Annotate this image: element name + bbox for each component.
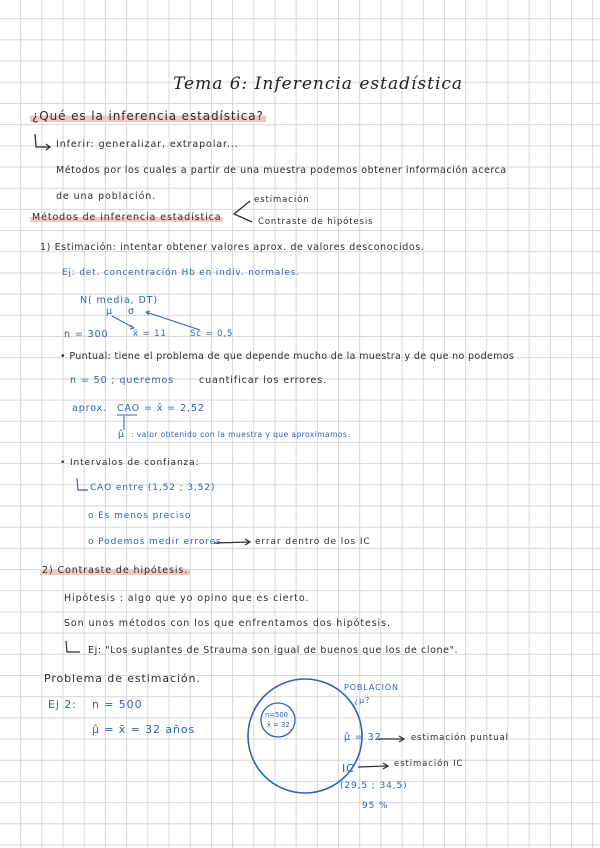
cuantificar-line: cuantificar los errores. bbox=[199, 375, 328, 386]
arrow-mu-icon bbox=[112, 316, 134, 328]
method-estimacion: estimación bbox=[254, 195, 310, 205]
population-circle bbox=[248, 679, 362, 793]
cao-equation: CAO = x̄ = 2,52 bbox=[117, 403, 205, 414]
errar-dentro: errar dentro de los IC bbox=[255, 537, 371, 547]
xbar-11: x̄ = 11 bbox=[133, 329, 167, 339]
ic-arrow-icon bbox=[358, 766, 388, 767]
estimacion-puntual: estimación puntual bbox=[411, 733, 509, 743]
question-heading-text: ¿Qué es la inferencia estadística? bbox=[32, 109, 264, 123]
normal-dist-label: N( media, DT) bbox=[80, 295, 158, 306]
mu-hat-symbol: μ̂ bbox=[118, 429, 125, 440]
medir-errores: o Podemos medir errores bbox=[88, 537, 222, 547]
estimacion-ic: estimación IC bbox=[394, 759, 464, 769]
mu-symbol: μ bbox=[106, 306, 113, 317]
errar-arrow-icon bbox=[214, 542, 250, 543]
n-300: n = 300 bbox=[64, 329, 109, 340]
definition-line-2: de una población. bbox=[56, 191, 157, 202]
section-2-title: 2) Contraste de hipótesis. bbox=[42, 565, 189, 576]
hipotesis-line: Hipótesis : algo que yo opino que es cierto. bbox=[64, 593, 310, 604]
inferir-line: Inferir: generalizar, extrapolar... bbox=[56, 139, 239, 150]
page-title: Tema 6: Inferencia estadística bbox=[173, 74, 464, 94]
inner-n: n=500 bbox=[265, 711, 288, 719]
definition-line-1: Métodos por los cuales a partir de una muestra podemos obtener información acerca bbox=[56, 165, 507, 176]
percent-95: 95 % bbox=[362, 801, 389, 811]
methods-brace-icon bbox=[234, 201, 252, 222]
inner-xbar: x̄ = 32 bbox=[267, 721, 290, 729]
example-1: Ej: det. concentración Hb en indiv. normales. bbox=[62, 268, 300, 278]
clone-arrow-icon bbox=[66, 641, 80, 652]
mu-question: ¿μ? bbox=[354, 696, 371, 705]
sample-circle bbox=[261, 703, 295, 737]
puntual-line: • Puntual: tiene el problema de que depende mucho de la muestra y de que no podemos bbox=[60, 351, 515, 362]
mu-estimate: μ̂ = x̄ = 32 años bbox=[92, 723, 196, 736]
son-unos-line: Son unos métodos con los que enfrentamos dos hipótesis. bbox=[64, 618, 391, 629]
arrow-sigma-icon bbox=[146, 312, 200, 330]
n-500: n = 500 bbox=[92, 698, 143, 711]
aprox-label: aprox. bbox=[72, 403, 108, 414]
sigma-symbol: σ bbox=[128, 306, 135, 317]
example-clone: Ej: "Los suplantes de Strauma son igual de buenos que los de clone". bbox=[88, 645, 459, 656]
method-contraste: Contraste de hipótesis bbox=[258, 217, 374, 227]
sc-05: Sc = 0,5 bbox=[190, 329, 234, 339]
ic-label: IC bbox=[342, 762, 355, 775]
section-1-title: 1) Estimación: intentar obtener valores aprox. de valores desconocidos. bbox=[40, 242, 425, 253]
mu-32: μ̂ = 32 bbox=[344, 732, 382, 743]
poblacion-label: POBLACIÓN bbox=[344, 683, 399, 692]
cao-entre: CAO entre (1,52 ; 3,52) bbox=[90, 483, 216, 493]
mu-hat-description: : valor obtenido con la muestra y que aproximamos. bbox=[131, 430, 351, 439]
n-50-line: n = 50 ; queremos bbox=[70, 375, 175, 386]
ej2-label: Ej 2: bbox=[48, 698, 77, 711]
methods-heading-text: Métodos de inferencia estadística bbox=[32, 212, 222, 223]
intervalos-line: • Intervalos de confianza: bbox=[60, 458, 200, 468]
ic-range: (29,5 ; 34,5) bbox=[340, 781, 408, 791]
menos-preciso: o Es menos preciso bbox=[88, 511, 192, 521]
problema-heading: Problema de estimación. bbox=[44, 672, 201, 685]
intervalos-arrow-icon bbox=[77, 478, 88, 490]
